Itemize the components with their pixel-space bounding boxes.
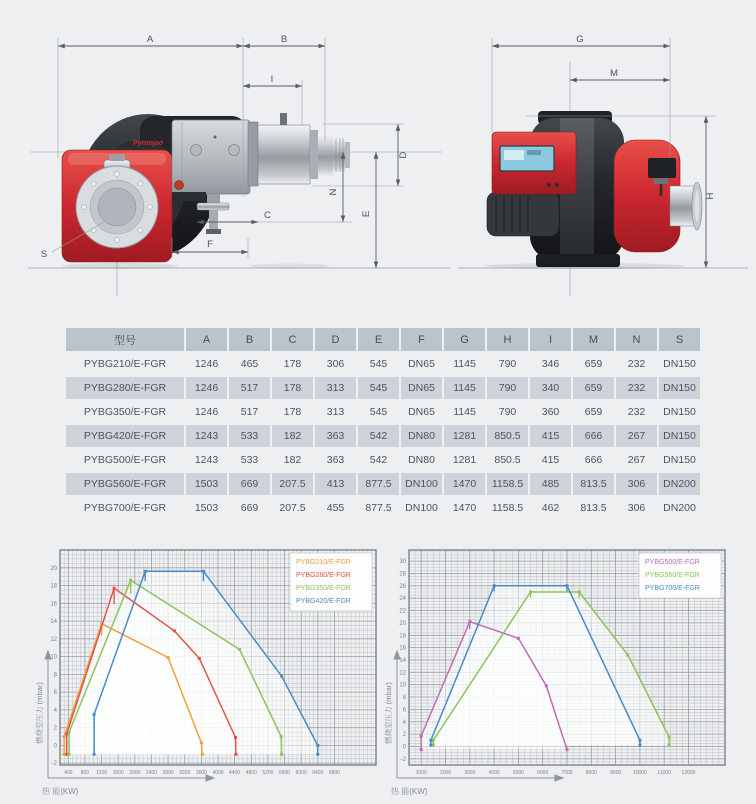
y-axis-label: 燃烧室压力 (mbar) [384, 682, 393, 744]
spec-cell: 485 [530, 473, 571, 495]
spec-cell: 455 [315, 497, 356, 519]
model-cell: PYBG280/E-FGR [66, 377, 184, 399]
svg-text:28: 28 [399, 571, 406, 578]
dim-label-M: M [610, 68, 618, 79]
spec-cell: 363 [315, 449, 356, 471]
spec-cell: DN80 [401, 425, 442, 447]
svg-text:26: 26 [399, 583, 406, 590]
spec-cell: DN150 [659, 353, 700, 375]
col-header-E: E [358, 328, 399, 351]
svg-text:2: 2 [402, 732, 406, 739]
svg-text:2: 2 [53, 725, 57, 732]
spec-cell: 1503 [186, 473, 227, 495]
table-row [66, 425, 700, 447]
svg-text:1200: 1200 [96, 770, 108, 776]
spec-cell: 790 [487, 401, 528, 423]
data-point-marker [429, 739, 432, 742]
data-point-marker [63, 735, 66, 738]
x-axis-label: 热 能(KW) [42, 787, 79, 796]
x-tick-labels [64, 770, 340, 776]
model-cell: PYBG350/E-FGR [66, 401, 184, 423]
data-point-marker [201, 753, 204, 756]
svg-text:-2: -2 [51, 761, 57, 768]
svg-text:12000: 12000 [681, 770, 696, 776]
data-point-marker [144, 570, 147, 573]
spec-cell: 1158.5 [487, 473, 528, 495]
svg-text:6: 6 [402, 707, 406, 714]
spec-cell: 346 [530, 353, 571, 375]
data-point-marker [493, 584, 496, 587]
svg-text:2800: 2800 [162, 770, 174, 776]
svg-text:1000: 1000 [415, 770, 427, 776]
data-point-marker [566, 584, 569, 587]
svg-text:6800: 6800 [328, 770, 340, 776]
data-point-marker [638, 744, 641, 747]
svg-text:800: 800 [80, 770, 90, 776]
data-point-marker [200, 741, 203, 744]
data-point-marker [420, 735, 423, 738]
data-point-marker [93, 713, 96, 716]
spec-cell: 232 [616, 377, 657, 399]
spec-cell: 267 [616, 449, 657, 471]
spec-cell: 415 [530, 449, 571, 471]
spec-cell: 1158.5 [487, 497, 528, 519]
model-cell: PYBG420/E-FGR [66, 425, 184, 447]
data-point-marker [638, 739, 641, 742]
spec-cell: 1145 [444, 377, 485, 399]
spec-cell: 1145 [444, 353, 485, 375]
spec-cell: 517 [229, 401, 270, 423]
legend-entry: PYBG280/E-FGR [296, 572, 351, 579]
model-cell: PYBG560/E-FGR [66, 473, 184, 495]
spec-cell: 1246 [186, 401, 227, 423]
spec-cell: 178 [272, 401, 313, 423]
dim-label-G: G [576, 34, 584, 45]
spec-cell: 533 [229, 449, 270, 471]
spec-cell: DN200 [659, 473, 700, 495]
svg-text:8: 8 [402, 695, 406, 701]
spec-cell: 313 [315, 401, 356, 423]
spec-cell: 182 [272, 425, 313, 447]
y-axis-label: 燃烧室压力 (mbar) [35, 682, 44, 744]
col-header-G: G [444, 328, 485, 351]
dim-label-A: A [146, 34, 154, 45]
col-header-S: S [659, 328, 700, 351]
svg-text:14: 14 [50, 619, 57, 626]
spec-cell: 1281 [444, 425, 485, 447]
svg-text:5600: 5600 [278, 770, 291, 776]
data-point-marker [93, 753, 96, 756]
side-blast-tube [670, 182, 702, 230]
svg-text:6400: 6400 [312, 770, 324, 776]
col-header-M: M [573, 328, 614, 351]
col-header-A: A [186, 328, 227, 351]
working-field-chart-large-models [384, 545, 732, 801]
data-point-marker [578, 591, 581, 594]
spec-cell: 1246 [186, 377, 227, 399]
spec-cell: 306 [616, 473, 657, 495]
svg-text:8000: 8000 [585, 770, 597, 776]
svg-text:20: 20 [50, 565, 57, 572]
spec-cell: 465 [229, 353, 270, 375]
spec-cell: 790 [487, 377, 528, 399]
spec-cell: DN65 [401, 377, 442, 399]
spec-cell: DN65 [401, 401, 442, 423]
spec-cell: 877.5 [358, 473, 399, 495]
spec-cell: 659 [573, 377, 614, 399]
spec-cell: 415 [530, 425, 571, 447]
spec-cell: 545 [358, 401, 399, 423]
spec-cell: 360 [530, 401, 571, 423]
spec-table [64, 326, 702, 521]
data-point-marker [280, 735, 283, 738]
data-point-marker [198, 657, 201, 660]
spec-cell: 1281 [444, 449, 485, 471]
dim-label-I: I [270, 74, 274, 85]
data-point-marker [113, 587, 116, 590]
data-point-marker [234, 753, 237, 756]
spec-cell: 545 [358, 353, 399, 375]
spec-cell: DN100 [401, 497, 442, 519]
damper-gearbox [172, 120, 250, 201]
spec-cell: 659 [573, 401, 614, 423]
svg-text:18: 18 [50, 583, 57, 590]
spec-cell: DN150 [659, 449, 700, 471]
legend [639, 553, 721, 598]
spec-cell: 850.5 [487, 425, 528, 447]
svg-text:22: 22 [399, 608, 406, 615]
spec-cell: 267 [616, 425, 657, 447]
spec-cell: 313 [315, 377, 356, 399]
y-tick-labels [399, 559, 406, 763]
table-row [66, 497, 700, 519]
spec-cell: 1503 [186, 497, 227, 519]
svg-text:4800: 4800 [245, 770, 257, 776]
spec-cell: 178 [272, 353, 313, 375]
spec-cell: 1470 [444, 473, 485, 495]
burner-capacity-chart [384, 545, 732, 801]
svg-text:9000: 9000 [610, 770, 622, 776]
spec-cell: 178 [272, 377, 313, 399]
data-point-marker [280, 753, 283, 756]
svg-text:10000: 10000 [632, 770, 647, 776]
legend-entry: PYBG560/E-FGR [645, 572, 700, 579]
svg-text:0: 0 [53, 743, 57, 750]
spec-cell: DN100 [401, 473, 442, 495]
data-point-marker [234, 736, 237, 739]
brand-logo: Pyronjao [133, 140, 163, 147]
spec-cell: 813.5 [573, 473, 614, 495]
svg-text:6000: 6000 [295, 770, 307, 776]
working-field-chart-small-models [35, 545, 383, 801]
svg-text:4000: 4000 [212, 770, 224, 776]
data-point-marker [68, 753, 71, 756]
spec-cell: 182 [272, 449, 313, 471]
data-point-marker [420, 748, 423, 751]
spec-cell: 1243 [186, 449, 227, 471]
technical-drawings [0, 0, 756, 318]
svg-text:14: 14 [399, 658, 406, 664]
data-point-marker [167, 656, 170, 659]
dim-label-C: C [264, 210, 271, 221]
spec-cell: 813.5 [573, 497, 614, 519]
blast-tube-flange [76, 166, 158, 248]
spec-cell: 669 [229, 473, 270, 495]
svg-text:0: 0 [402, 744, 406, 751]
legend-entry: PYBG420/E-FGR [296, 598, 351, 605]
spec-cell: 666 [573, 425, 614, 447]
spec-cell: 669 [229, 497, 270, 519]
spec-cell: 545 [358, 377, 399, 399]
dim-label-D: D [398, 151, 409, 159]
col-header-C: C [272, 328, 313, 351]
data-point-marker [280, 675, 283, 678]
col-header-model: 型号 [66, 328, 184, 351]
col-header-B: B [229, 328, 270, 351]
table-row [66, 401, 700, 423]
spec-cell: DN150 [659, 401, 700, 423]
svg-text:-2: -2 [400, 756, 406, 763]
svg-text:18: 18 [399, 633, 406, 640]
fan-motor [487, 192, 559, 236]
spec-cell: 1470 [444, 497, 485, 519]
col-header-D: D [315, 328, 356, 351]
data-point-marker [129, 579, 132, 582]
spec-cell: 462 [530, 497, 571, 519]
svg-text:6: 6 [53, 690, 57, 697]
side-view-drawing [458, 34, 748, 296]
data-point-marker [468, 620, 471, 623]
spec-cell: DN150 [659, 377, 700, 399]
spec-table-head [66, 328, 700, 351]
spec-cell: DN65 [401, 353, 442, 375]
model-cell: PYBG210/E-FGR [66, 353, 184, 375]
svg-text:24: 24 [399, 596, 406, 603]
data-point-marker [429, 744, 432, 747]
data-point-marker [529, 591, 532, 594]
col-header-F: F [401, 328, 442, 351]
data-point-marker [316, 744, 319, 747]
dim-label-S: S [40, 249, 48, 260]
dim-label-N: N [328, 188, 339, 196]
data-point-marker [173, 629, 176, 632]
data-point-marker [668, 736, 671, 739]
spec-cell: 232 [616, 401, 657, 423]
data-point-marker [545, 684, 548, 687]
legend-entry: PYBG210/E-FGR [296, 559, 351, 566]
y-tick-labels [50, 566, 57, 767]
table-row [66, 377, 700, 399]
spec-cell: DN80 [401, 449, 442, 471]
svg-text:12: 12 [399, 670, 406, 677]
table-row [66, 473, 700, 495]
spec-cell: 533 [229, 425, 270, 447]
dim-label-F: F [207, 239, 213, 250]
svg-text:400: 400 [64, 770, 73, 776]
svg-text:16: 16 [399, 645, 406, 652]
svg-text:16: 16 [50, 601, 57, 608]
svg-text:3600: 3600 [195, 770, 207, 776]
svg-text:4: 4 [402, 719, 406, 726]
dim-label-B: B [280, 34, 288, 45]
spec-cell: 1246 [186, 353, 227, 375]
spec-cell: DN150 [659, 425, 700, 447]
legend-entry: PYBG350/E-FGR [296, 585, 351, 592]
svg-text:2400: 2400 [145, 770, 158, 776]
spec-cell: 207.5 [272, 497, 313, 519]
data-point-marker [626, 654, 629, 657]
spec-cell: 413 [315, 473, 356, 495]
dim-label-E: E [361, 210, 372, 218]
legend [290, 553, 372, 611]
svg-text:10: 10 [399, 682, 406, 689]
svg-text:8: 8 [53, 672, 57, 679]
svg-text:4000: 4000 [488, 770, 500, 776]
control-box [492, 132, 576, 194]
spec-cell: 659 [573, 353, 614, 375]
legend-entry: PYBG500/E-FGR [645, 559, 700, 566]
spec-cell: 306 [315, 353, 356, 375]
table-row [66, 449, 700, 471]
data-point-marker [517, 637, 520, 640]
svg-text:6000: 6000 [537, 770, 549, 776]
spec-cell: 1145 [444, 401, 485, 423]
svg-text:3200: 3200 [179, 770, 191, 776]
data-point-marker [316, 753, 319, 756]
col-header-N: N [616, 328, 657, 351]
svg-text:2000: 2000 [439, 770, 452, 776]
data-point-marker [238, 648, 241, 651]
front-view-drawing [28, 34, 450, 296]
data-point-marker [68, 731, 71, 734]
svg-text:5000: 5000 [512, 770, 524, 776]
data-point-marker [668, 744, 671, 747]
svg-text:2000: 2000 [129, 770, 141, 776]
svg-text:30: 30 [399, 559, 406, 566]
spec-cell: 542 [358, 425, 399, 447]
burner-capacity-chart [35, 545, 383, 801]
data-point-marker [202, 570, 205, 573]
spec-cell: 306 [616, 497, 657, 519]
spec-cell: 517 [229, 377, 270, 399]
data-point-marker [566, 748, 569, 751]
spec-cell: 850.5 [487, 449, 528, 471]
svg-text:4: 4 [53, 707, 57, 714]
svg-text:4400: 4400 [229, 770, 241, 776]
svg-text:7000: 7000 [561, 770, 573, 776]
svg-text:11000: 11000 [657, 770, 671, 776]
svg-text:1600: 1600 [112, 770, 124, 776]
spec-cell: 877.5 [358, 497, 399, 519]
spec-cell: DN200 [659, 497, 700, 519]
svg-text:12: 12 [50, 636, 57, 643]
svg-text:3000: 3000 [464, 770, 476, 776]
x-axis-label: 热 能(KW) [391, 787, 428, 796]
svg-text:10: 10 [50, 654, 57, 661]
svg-text:5200: 5200 [262, 770, 274, 776]
dim-label-H: H [705, 192, 716, 200]
dimension-table-container [64, 326, 702, 521]
spec-cell: 232 [616, 353, 657, 375]
spec-cell: 1243 [186, 425, 227, 447]
spec-cell: 666 [573, 449, 614, 471]
model-cell: PYBG500/E-FGR [66, 449, 184, 471]
col-header-I: I [530, 328, 571, 351]
legend-entry: PYBG700/E-FGR [645, 585, 700, 592]
col-header-H: H [487, 328, 528, 351]
table-row [66, 353, 700, 375]
spec-cell: 340 [530, 377, 571, 399]
spec-cell: 790 [487, 353, 528, 375]
svg-text:20: 20 [399, 620, 406, 627]
spec-cell: 207.5 [272, 473, 313, 495]
model-cell: PYBG700/E-FGR [66, 497, 184, 519]
spec-cell: 363 [315, 425, 356, 447]
spec-cell: 542 [358, 449, 399, 471]
